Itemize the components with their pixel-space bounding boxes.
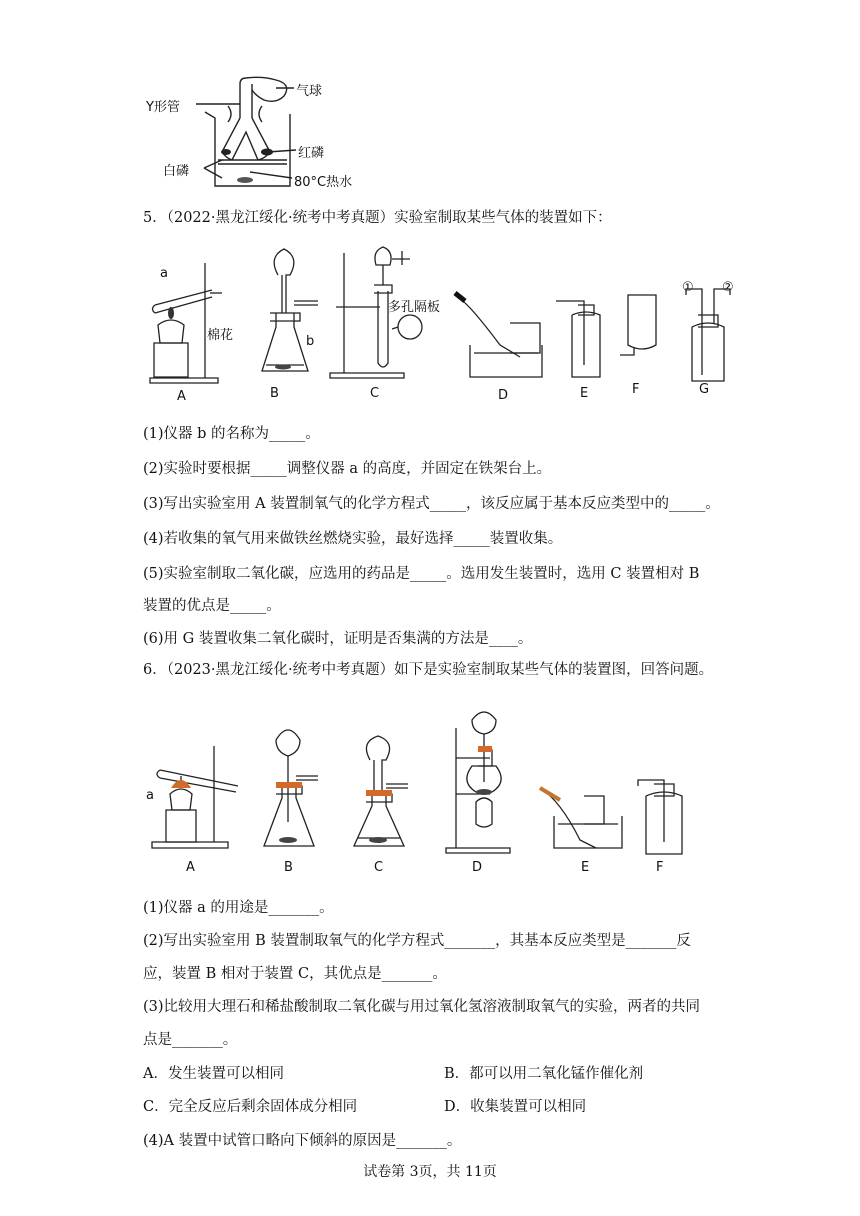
q5-label-port-2: ② (722, 280, 734, 295)
q5-label-porous-plate: 多孔隔板 (388, 300, 441, 315)
q6-item-2-cont: 应，装置 B 相对于装置 C，其优点是_______。 (143, 966, 447, 982)
label-y-tube: Y形管 (146, 100, 180, 115)
q5-label-cotton: 棉花 (207, 328, 234, 343)
q5-item-3: (3)写出实验室用 A 装置制氧气的化学方程式_____，该反应属于基本反应类型中的_____。 (143, 496, 720, 512)
q5-item-5: (5)实验室制取二氧化碳，应选用的药品是_____。选用发生装置时，选用 C 装置相对 B (143, 566, 700, 582)
q6-label-B: B (284, 860, 293, 875)
q5-stem: 5．（2022·黑龙江绥化·统考中考真题）实验室制取某些气体的装置如下： (143, 210, 612, 226)
q5-item-2: (2)实验时要根据_____调整仪器 a 的高度，并固定在铁架台上。 (143, 461, 552, 477)
q6-option-b: B．都可以用二氧化锰作催化剂 (444, 1066, 644, 1082)
q5-item-4: (4)若收集的氧气用来做铁丝燃烧实验，最好选择_____装置收集。 (143, 531, 563, 547)
q6-option-c: C．完全反应后剩余固体成分相同 (143, 1099, 358, 1115)
q5-item-6: (6)用 G 装置收集二氧化碳时，证明是否集满的方法是____。 (143, 631, 533, 647)
q5-item-5-cont: 装置的优点是_____。 (143, 598, 281, 614)
q6-label-a: a (146, 788, 154, 803)
q6-apparatus-diagram (0, 690, 860, 860)
label-balloon: 气球 (296, 84, 323, 99)
q6-item-3: (3)比较用大理石和稀盐酸制取二氧化碳与用过氧化氢溶液制取氧气的实验，两者的共同 (143, 999, 701, 1015)
q6-option-d: D．收集装置可以相同 (444, 1099, 587, 1115)
q5-label-B: B (270, 386, 279, 401)
q5-label-E: E (580, 386, 589, 401)
q5-label-A: A (177, 389, 186, 404)
y-tube-diagram (0, 0, 860, 200)
q6-label-E: E (581, 860, 590, 875)
q6-label-A: A (186, 860, 195, 875)
q6-option-a: A．发生装置可以相同 (143, 1066, 284, 1082)
q5-label-D: D (498, 388, 509, 403)
q5-label-b: b (306, 334, 315, 349)
q6-item-4: (4)A 装置中试管口略向下倾斜的原因是_______。 (143, 1133, 462, 1149)
page-footer: 试卷第 3页，共 11页 (363, 1164, 497, 1180)
label-hot-water: 80°C热水 (294, 175, 353, 190)
q6-item-2: (2)写出实验室用 B 装置制取氧气的化学方程式_______，其基本反应类型是_______反 (143, 933, 691, 949)
q6-stem: 6．（2023·黑龙江绥化·统考中考真题）如下是实验室制取某些气体的装置图，回答问题。 (143, 662, 714, 678)
q5-apparatus-diagram (0, 235, 860, 405)
q6-label-C: C (374, 860, 384, 875)
label-white-phosphorus: 白磷 (163, 164, 190, 179)
q5-item-1: (1)仪器 b 的名称为_____。 (143, 426, 320, 442)
q6-item-3-cont: 点是_______。 (143, 1032, 238, 1048)
label-red-phosphorus: 红磷 (298, 146, 325, 161)
q5-label-port-1: ① (682, 280, 694, 295)
q6-item-1: (1)仪器 a 的用途是_______。 (143, 900, 334, 916)
q5-label-a: a (160, 266, 168, 281)
q5-label-G: G (699, 382, 710, 397)
q6-label-F: F (656, 860, 664, 875)
q5-label-C: C (370, 386, 380, 401)
q5-label-F: F (632, 382, 640, 397)
q6-label-D: D (472, 860, 483, 875)
